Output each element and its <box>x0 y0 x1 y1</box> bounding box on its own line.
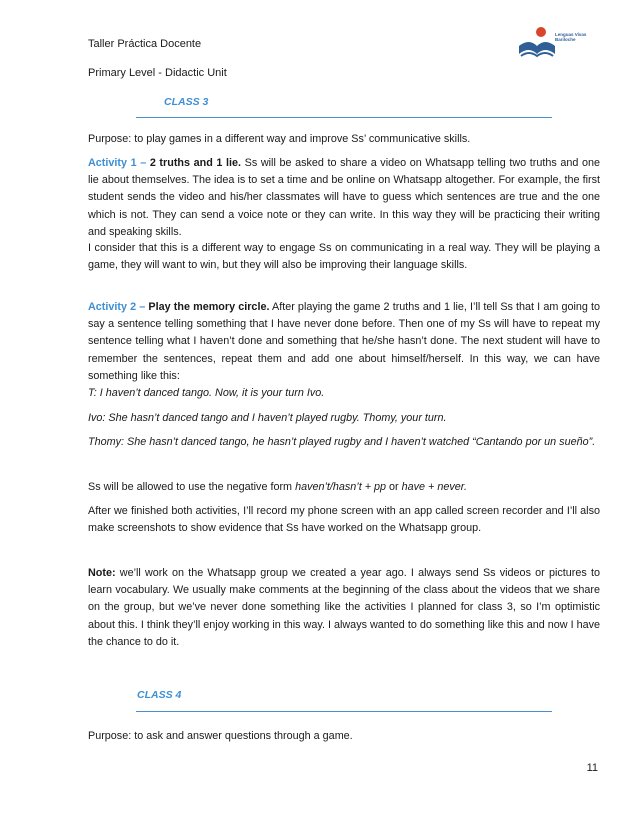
note-text: we’ll work on the Whatsapp group we created a year ago. I always send Ss videos or pictures to learn vocabulary. We usually make comments at the beginning of the class about the videos that we share on the group, but we’ve never done something like the activities I planned for class 3, so I’m optimistic about this. I think they’ll enjoy working in this way. I always wanted to do something like this and now I have the chance to do it. <box>88 567 600 648</box>
dialogue-line-2: Ivo: She hasn’t danced tango and I haven’t played rugby. Thomy, your turn. <box>88 412 447 424</box>
header-title: Taller Práctica Docente <box>88 38 202 50</box>
activity2-paragraph <box>88 299 600 385</box>
class3-purpose: Purpose: to play games in a different way and improve Ss’ communicative skills. <box>88 133 471 145</box>
logo-text-line2: Bariloche <box>555 37 576 42</box>
negative-form-2: have + never. <box>401 481 467 493</box>
dialogue-line-1: T: I haven’t danced tango. Now, it is your turn Ivo. <box>88 387 325 399</box>
note-paragraph <box>88 565 600 651</box>
class4-divider <box>136 711 552 712</box>
institution-logo <box>517 26 587 62</box>
logo-text-line1: Lenguas Vivas <box>555 32 587 37</box>
note-label: Note: <box>88 567 116 579</box>
after-activities-paragraph: After we finished both activities, I’ll record my phone screen with an app called screen recorder and I’ll also make screenshots to show evidence that Ss have worked on the Whatsapp group. <box>88 505 600 535</box>
activity1-label: Activity 1 – <box>88 157 147 169</box>
activity2-label: Activity 2 – <box>88 301 146 313</box>
class4-title: CLASS 4 <box>137 689 182 701</box>
consider-paragraph: I consider that this is a different way to engage Ss on communicating in a real way. They will be playing a game, they will want to win, but they will also be improving their language skills. <box>88 242 600 272</box>
class4-purpose: Purpose: to ask and answer questions through a game. <box>88 730 353 742</box>
header-subtitle: Primary Level - Didactic Unit <box>88 67 227 79</box>
activity1-paragraph <box>88 155 600 241</box>
class3-title: CLASS 3 <box>164 96 209 108</box>
page-number: 11 <box>586 762 598 774</box>
activity1-title: 2 truths and 1 lie. <box>149 157 242 169</box>
class3-divider <box>136 117 552 118</box>
dialogue-line-3: Thomy: She hasn’t danced tango, he hasn’t played rugby and I haven’t watched “Cantando por un sueño”. <box>88 436 596 448</box>
negative-form-intro: Ss will be allowed to use the negative form <box>88 481 296 493</box>
negative-form-paragraph <box>88 479 600 496</box>
book-logo-icon <box>517 26 557 62</box>
activity1-text: Ss will be asked to share a video on Whatsapp telling two truths and one lie about themselves. The idea is to set a time and be online on Whatsapp altogether. For example, the first student sends the video and his/her classmates will have to guess which sentences are true and the one which is not. They can send a voice note or they can write. In this way they will be practicing their writing and speaking skills. <box>88 157 601 238</box>
negative-form-1: haven’t/hasn’t + pp <box>295 481 387 493</box>
activity2-title: Play the memory circle. <box>148 301 270 313</box>
activity2-text: After playing the game 2 truths and 1 lie, I’ll tell Ss that I am going to say a sentence telling something that I have never done before. Then one of my Ss will have to repeat my sentence telling what I haven’t done and something that he/she hasn’t done. The next student will have to remember the sentences, repeat them and add one about himself/herself. In this way, we can have something like this: <box>88 301 601 382</box>
negative-form-or: or <box>386 481 402 493</box>
